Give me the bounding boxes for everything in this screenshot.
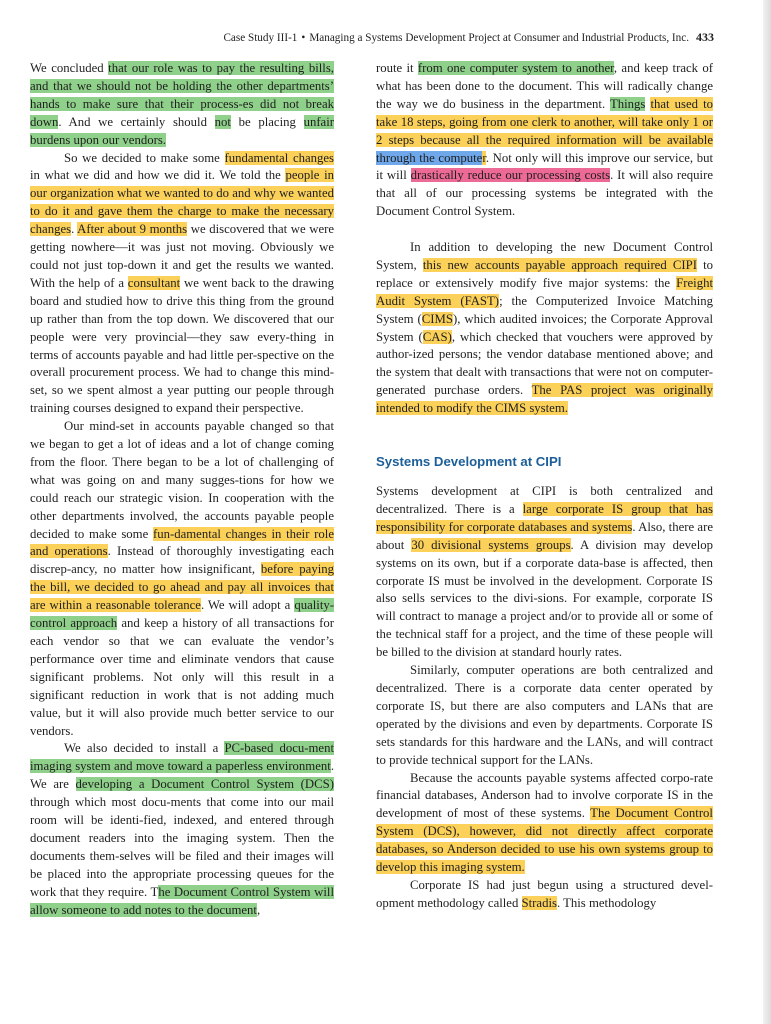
highlighted-text: not	[214, 114, 231, 129]
section-heading-wrap	[376, 453, 713, 471]
running-header	[136, 30, 714, 45]
highlighted-text: Stradis	[521, 895, 557, 910]
text-run: through which most docu-ments that come into our mail room will be identi-fied, indexed, and entered through document readers into the imaging system. Then the documents them-selves will be filed and their images will be placed into the appropriate processing queues for the work that they require. T	[30, 795, 334, 899]
highlighted-text: this new accounts payable approach required CIPI	[422, 257, 697, 272]
highlighted-text: quality-control approach	[30, 598, 334, 631]
text-run: we went back to the drawing board and studied how to drive this thing from the ground up rather than from the top down. We discovered that our people were very provincial—they saw every-thing in terms of accounts payable and had little per-spective on the overall procurement process. We had to change this mind-set, so we spent almost a year putting our people through training courses designed to expand their perspective.	[30, 275, 335, 416]
text-run: we discovered that we were getting nowhere—it was just not moving. Obviously we could not just top-down it and get the results we wanted. With the help of a	[30, 222, 335, 290]
text-run: In addition to developing the new Document Control System,	[376, 240, 713, 272]
highlighted-text: through the compute	[376, 150, 483, 165]
highlighted-text: 30 divisional systems groups	[411, 537, 571, 552]
text-run: . And we certainly should	[58, 114, 215, 129]
paragraph	[376, 770, 713, 877]
text-run: We also decided to install a	[64, 741, 225, 756]
text-run: . We will adopt a	[200, 598, 295, 613]
highlighted-text: that our role was to pay the resulting bills, and that we should not be holding the other departments’ hands to make sure that their process-es did not break down	[30, 61, 334, 129]
text-run: We concluded	[30, 61, 109, 75]
text-run: and keep a history of all transactions for each vendor so that we can evaluate the vendor’s performance over time and eliminate vendors that cause significant problems. Not only will this result in a significant reduction in work that is not adding much value, but it will also provide much better service to our vendors.	[30, 616, 335, 738]
text-run: Systems development at CIPI is both centralized and decentralized. There is a	[376, 484, 713, 516]
highlighted-text: before paying the bill, we decided to go ahead and pay all invoices that are within a reasonable tolerance	[30, 562, 334, 613]
highlighted-text: people in our organization what we wanted to do and why we wanted to do it and gave them the charge to make the necessary changes	[30, 168, 335, 237]
highlighted-text: drastically reduce our processing costs	[410, 168, 611, 183]
text-run: Similarly, computer operations are both centralized and decentralized. There is a corporate data center operated by corporate IS, but there are also computers and LANs that are operated by the divisions and even by departments. Corporate IS sets standards for this hardware and the LANs, and will contract to provide technical support for the LANs.	[376, 663, 713, 767]
highlighted-text: The PAS project was originally intended to modify the CIMS system.	[376, 383, 714, 416]
left-column	[30, 60, 334, 920]
highlighted-text: fun-damental changes in their role and operations	[30, 526, 334, 559]
text-run: be placing	[230, 114, 304, 129]
highlighted-text: Things	[609, 96, 646, 111]
text-run: , which checked that vouchers were approved by author-ized persons; the vendor database mentioned above; and the system that dealt with transactions that were not on computer-generated purchase orders.	[376, 329, 714, 398]
page-edge	[763, 0, 771, 1024]
page-number: 433	[696, 30, 714, 44]
right-column	[376, 60, 713, 913]
highlighted-text: large corporate IS group that has responsibility for corporate databases and systems	[376, 501, 713, 534]
paragraph	[376, 877, 713, 913]
highlighted-text: developing a Document Control System (DCS)	[75, 777, 334, 792]
paragraph	[376, 239, 713, 418]
running-title: Case Study III-1	[223, 32, 298, 44]
paragraph	[30, 740, 334, 919]
text-run: in what we did and how we did it. We told the	[30, 168, 286, 183]
paragraph	[30, 60, 334, 150]
text-run: . This methodology	[556, 895, 657, 910]
text-run: . We are	[30, 759, 334, 792]
text-run: to replace or extensively modify five major systems: the	[376, 257, 714, 290]
highlighted-text: fundamental changes	[224, 150, 335, 165]
highlighted-text: unfair burdens upon our vendors.	[30, 114, 335, 147]
paragraph	[376, 483, 713, 662]
paragraph	[30, 150, 334, 419]
text-run: So we decided to make some	[64, 150, 225, 165]
text-run: , and keep track of what has been done to the document. This will radically change the way we do business in the department.	[376, 61, 713, 111]
text-run: .	[71, 222, 78, 237]
paragraph	[30, 418, 334, 740]
chapter-title: Managing a Systems Development Project at Consumer and Industrial Products, Inc.	[309, 32, 689, 44]
highlighted-text: from one computer system to another	[417, 61, 614, 75]
highlighted-text: he Document Control System will allow someone to add notes to the document	[30, 884, 334, 917]
highlighted-text: consultant	[127, 275, 181, 290]
text-run: route it	[376, 61, 418, 75]
text-run: Corporate IS had just begun using a structured devel-opment methodology called	[376, 877, 713, 910]
highlighted-text: CAS)	[422, 329, 452, 344]
highlighted-text: that used to take 18 steps, going from one clerk to another, will take only 1 or 2 steps because all the required information will be available	[376, 96, 714, 147]
highlighted-text: After about 9 months	[77, 222, 188, 237]
highlighted-text: CIMS	[421, 311, 453, 326]
highlighted-text: Freight Audit System (FAST)	[376, 275, 713, 308]
section-heading: Systems Development at CIPI	[376, 454, 562, 470]
highlighted-text: The Document Control System (DCS), however, did not directly affect corporate databases, so Anderson decided to use his own systems group to develop this imaging system.	[376, 806, 713, 875]
highlighted-text: r	[482, 150, 486, 165]
text-run: ,	[256, 902, 261, 917]
text-run: ; the Computerized Invoice Matching System (	[376, 293, 713, 326]
paragraph	[376, 662, 713, 769]
highlighted-text: PC-based docu-ment imaging system and move toward a paperless environment	[30, 741, 334, 774]
text-run: . Not only will this improve our service, but it will	[376, 150, 713, 183]
text-run: Because the accounts payable systems affected corpo-rate financial databases, Anderson had to involve corporate IS in the development of most of these systems.	[376, 770, 713, 821]
paragraph	[376, 60, 713, 221]
text-run: . It will also require that all of our processing systems be integrated with the Document Control System.	[376, 168, 713, 219]
text-run: Our mind-set in accounts payable changed so that we began to get a lot of ideas and a lot of change coming from the floor. There began to be a lot of challenging of what was going on and many sugges-tions for how we could reach our strategic vision. In cooperation with the other departments involved, the accounts payable people decided to make some	[30, 419, 334, 541]
text-run: ), which audited invoices; the Corporate Approval System (	[376, 311, 713, 344]
header-bullet: •	[301, 32, 306, 44]
text-run: . A division may develop systems on its own, but if a corporate data-base is affected, then corporate IS must be involved in the development. Corporate IS also sells services to the divi-sions. For example, corporate IS will contract to manage a project and/or to provide all or some of the technical staff for a project, and the time of these people will be billed to the division at standard hourly rates.	[376, 537, 714, 660]
text-run: . Also, there are about	[376, 519, 713, 552]
text-run: . Instead of thoroughly investigating each discrep-ancy, no matter how insignificant,	[30, 544, 334, 577]
